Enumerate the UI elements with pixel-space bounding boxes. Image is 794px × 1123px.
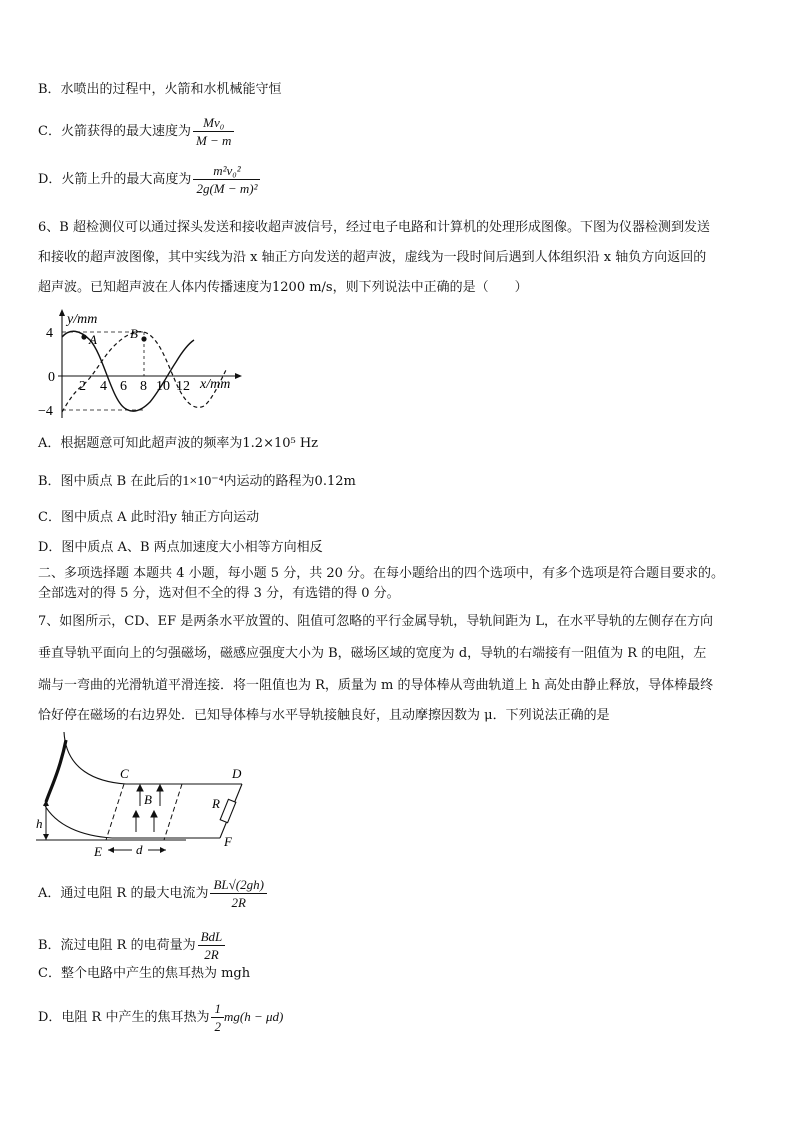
x-tick-4: 4 [100,379,107,394]
fraction-numerator: BL√(2gh) [210,876,266,894]
x-tick-10: 10 [156,379,170,394]
q6-option-b-pre: B．图中质点 B 在此后的 [38,474,183,489]
q7-stem-line4: 恰好停在磁场的右边界处．已知导体棒与水平导轨接触良好，且动摩擦因数为 μ．下列说法正确的是 [38,708,610,723]
q6-option-d: D．图中质点 A、B 两点加速度大小相等方向相反 [38,540,323,555]
label-b-field: B [144,792,152,807]
q5-option-c-text: C．火箭获得的最大速度为 [38,124,191,139]
q7-stem-line1: 7、如图所示，CD、EF 是两条水平放置的、阻值可忽略的平行金属导轨，导轨间距为 L，在水平导轨的左侧存在方向 [38,614,714,629]
fraction-denominator: 2g(M − m)² [196,181,258,196]
q6-wave-graph [34,306,254,422]
section2-line1: 二、多项选择题 本题共 4 小题，每小题 5 分，共 20 分。在每小题给出的四个选项中，有多个选项是符合题目要求的。 [38,566,725,581]
label-e: E [94,844,102,859]
q7-option-c: C．整个电路中产生的焦耳热为 mgh [38,966,251,981]
q7-option-a-text: A．通过电阻 R 的最大电流为 [38,886,209,901]
q7-stem-line2: 垂直导轨平面向上的匀强磁场，磁感应强度大小为 B，磁场区域的宽度为 d，导轨的右端接有一阻值为 R 的电阻，左 [38,646,707,661]
resistor-r [220,799,236,822]
q6-option-a: A．根据题意可知此超声波的频率为1.2×10⁵ Hz [38,436,319,451]
q6-stem-line3: 超声波。已知超声波在人体内传播速度为1200 m/s，则下列说法中正确的是（ ） [38,280,528,295]
q7-option-d-fraction [211,1000,224,1035]
y-tick-4: 4 [46,326,53,341]
label-r: R [212,796,220,811]
reflected-wave [62,332,226,412]
q5-option-d-text: D．火箭上升的最大高度为 [38,172,192,187]
x-tick-8: 8 [140,379,147,394]
q5-option-b: B．水喷出的过程中，火箭和水机械能守恒 [38,82,282,97]
q6-option-b-post: 内运动的路程为0.12m [223,474,356,489]
x-tick-12: 12 [176,379,190,394]
q6-stem-line2: 和接收的超声波图像，其中实线为沿 x 轴正方向发送的超声波，虚线为一段时间后遇到人体组织沿 x 轴负方向返回的 [38,250,707,265]
label-d-width: d [136,842,143,857]
y-tick-neg4: −4 [38,404,53,419]
fraction-numerator: Mv₀ [193,114,235,132]
label-c: C [120,766,129,781]
y-tick-0: 0 [48,370,55,385]
q7-option-a-fraction [210,876,266,911]
fraction-numerator: BdL [198,928,226,946]
q7-option-b-fraction [198,928,226,963]
x-tick-2: 2 [79,379,86,394]
transmitted-wave [62,331,194,411]
point-b-label: B [130,326,138,341]
q6-option-b [38,472,356,492]
q6-option-c: C．图中质点 A 此时沿y 轴正方向运动 [38,510,260,525]
q7-option-d [38,1000,283,1035]
q7-rail-diagram [36,730,256,860]
q7-option-d-tail: mg(h − μd) [223,1009,284,1024]
point-b-marker [141,336,146,341]
point-a-marker [81,334,86,339]
section2-line2: 全部选对的得 5 分，选对但不全的得 3 分，有选错的得 0 分。 [38,586,400,601]
label-f: F [224,834,232,849]
q5-option-d-fraction [193,162,260,197]
q7-option-d-text: D．电阻 R 中产生的焦耳热为 [38,1010,210,1025]
x-axis-label: x/mm [200,377,231,392]
q6-option-b-value: 1×10⁻⁴ [182,474,224,489]
q6-stem-line1: 6、B 超检测仪可以通过探头发送和接收超声波信号，经过电子电路和计算机的处理形成图像。下图为仪器检测到发送 [38,220,710,235]
fraction-numerator: 1 [211,1000,224,1018]
fraction-denominator: M − m [195,133,232,148]
fraction-denominator: 2R [231,895,246,910]
q7-stem-line3: 端与一弯曲的光滑轨道平滑连接．将一阻值也为 R，质量为 m 的导体棒从弯曲轨道上 h 高处由静止释放，导体棒最终 [38,678,714,693]
fraction-denominator: 2 [214,1019,221,1034]
fraction-denominator: 2R [204,947,219,962]
y-axis-label: y/mm [67,312,98,327]
x-tick-6: 6 [120,379,127,394]
q7-option-b-text: B．流过电阻 R 的电荷量为 [38,938,196,953]
q5-option-c [38,114,234,149]
fraction-numerator: m²v₀² [193,162,260,180]
q7-option-a [38,876,267,911]
q5-option-c-fraction [193,114,235,149]
label-d: D [232,766,242,781]
q7-option-b [38,928,225,963]
point-a-label: A [89,332,97,347]
label-h: h [36,816,43,831]
q5-option-d [38,162,260,197]
